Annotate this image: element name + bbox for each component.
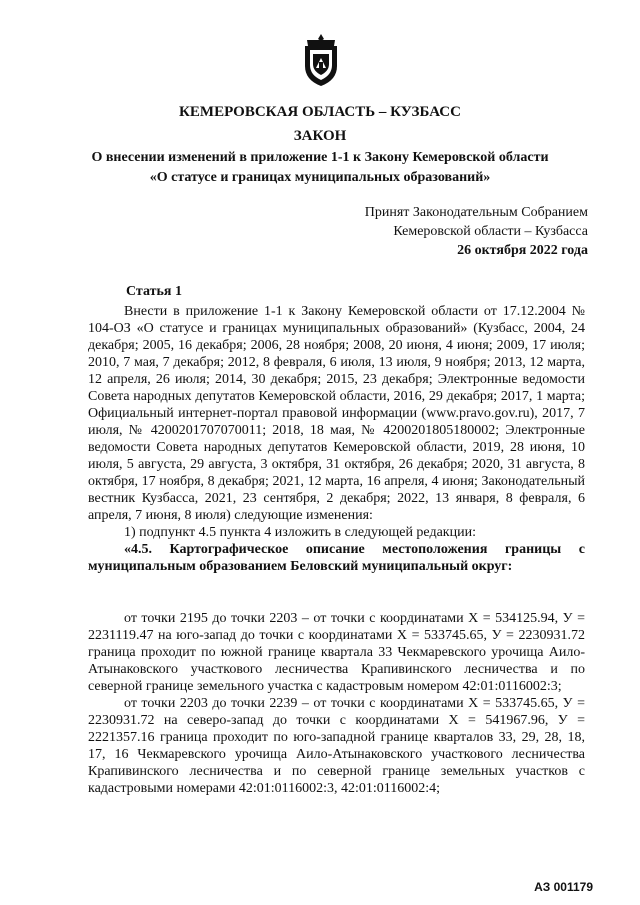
adopted-by-line-2: Кемеровской области – Кузбасса (393, 224, 588, 239)
boundary-paragraph-1: от точки 2195 до точки 2203 – от точки с координатами Х = 534125.94, У = 2231119.47 на юго-запад до точки с координатами Х = 533745.65, У = 2230931.72 граница проходит по южной границе квартала 33 Чекмаревского урочища Аило-Атынаковского участкового лесничества Крапивинского лесничества и по северной границе земельного участка с кадастровым номером 42:01:0116002:3; (88, 611, 585, 694)
coat-of-arms-icon (301, 32, 341, 88)
serial-number: АЗ 001179 (534, 880, 593, 894)
section-4-5-heading: «4.5. Картографическое описание местоположения границы с муниципальным образованием Беловский муниципальный округ: (88, 542, 585, 574)
region-title: КЕМЕРОВСКАЯ ОБЛАСТЬ – КУЗБАСС (179, 104, 461, 120)
article-title: Статья 1 (126, 284, 182, 299)
document-type: ЗАКОН (293, 128, 347, 144)
article-intro: Внести в приложение 1-1 к Закону Кемеровской области от 17.12.2004 № 104-ОЗ «О статусе и границах муниципальных образований» (Кузбасс, 2004, 24 декабря; 2005, 16 декабря; 2006, 28 ноября; 2008, 20 июня, 4 июня; 2009, 17 июля; 2010, 7 мая, 7 декабря; 2012, 8 февраля, 6 июля, 13 июля, 9 ноября; 2013, 12 марта, 12 апреля, 26 июля; 2014, 30 декабря; 2015, 23 декабря; Электронные ведомости Совета народных депутатов Кемеровской области, 2016, 29 декабря; 2017, 1 марта; Официальный интернет-портал правовой информации (www.pravo.gov.ru), 2017, 7 июля, № 4200201707070011; 2018, 18 мая, № 4200201805180002; Электронные ведомости Совета народных депутатов Кемеровской области, 2019, 28 июня, 10 июля, 5 августа, 29 августа, 3 октября, 31 октября, 26 декабря; 2020, 31 августа, 8 октября, 17 ноября, 8 декабря; 2021, 12 марта, 16 апреля, 4 июня; Законодательный вестник Кузбасса, 2021, 23 сентября, 2 декабря; 2022, 13 января, 8 февраля, 6 апреля, 7 июня, 8 июля) следующие изменения: (88, 304, 585, 523)
subtitle-line-2: «О статусе и границах муниципальных образований» (149, 170, 491, 185)
article-body-bottom (88, 610, 585, 797)
article-body-top (88, 303, 585, 575)
law-subtitle (0, 148, 640, 188)
item-1: 1) подпункт 4.5 пункта 4 изложить в следующей редакции: (124, 525, 476, 540)
boundary-paragraph-2: от точки 2203 до точки 2239 – от точки с координатами Х = 533745.65, У = 2230931.72 на северо-запад до точки с координатами Х = 541967.96, У = 2221357.16 граница проходит по юго-западной границе кварталов 33, 29, 28, 18, 17, 16 Чекмаревского урочища Аило-Атынаковского участкового лесничества Крапивинского лесничества и по северной границе земельных участков с кадастровыми номерами 42:01:0116002:3, 42:01:0116002:4; (88, 696, 585, 796)
subtitle-line-1: О внесении изменений в приложение 1-1 к Закону Кемеровской области (91, 150, 549, 165)
adoption-block (365, 203, 588, 260)
adopted-by-line-1: Принят Законодательным Собранием (364, 205, 588, 220)
adoption-date: 26 октября 2022 года (457, 243, 588, 258)
